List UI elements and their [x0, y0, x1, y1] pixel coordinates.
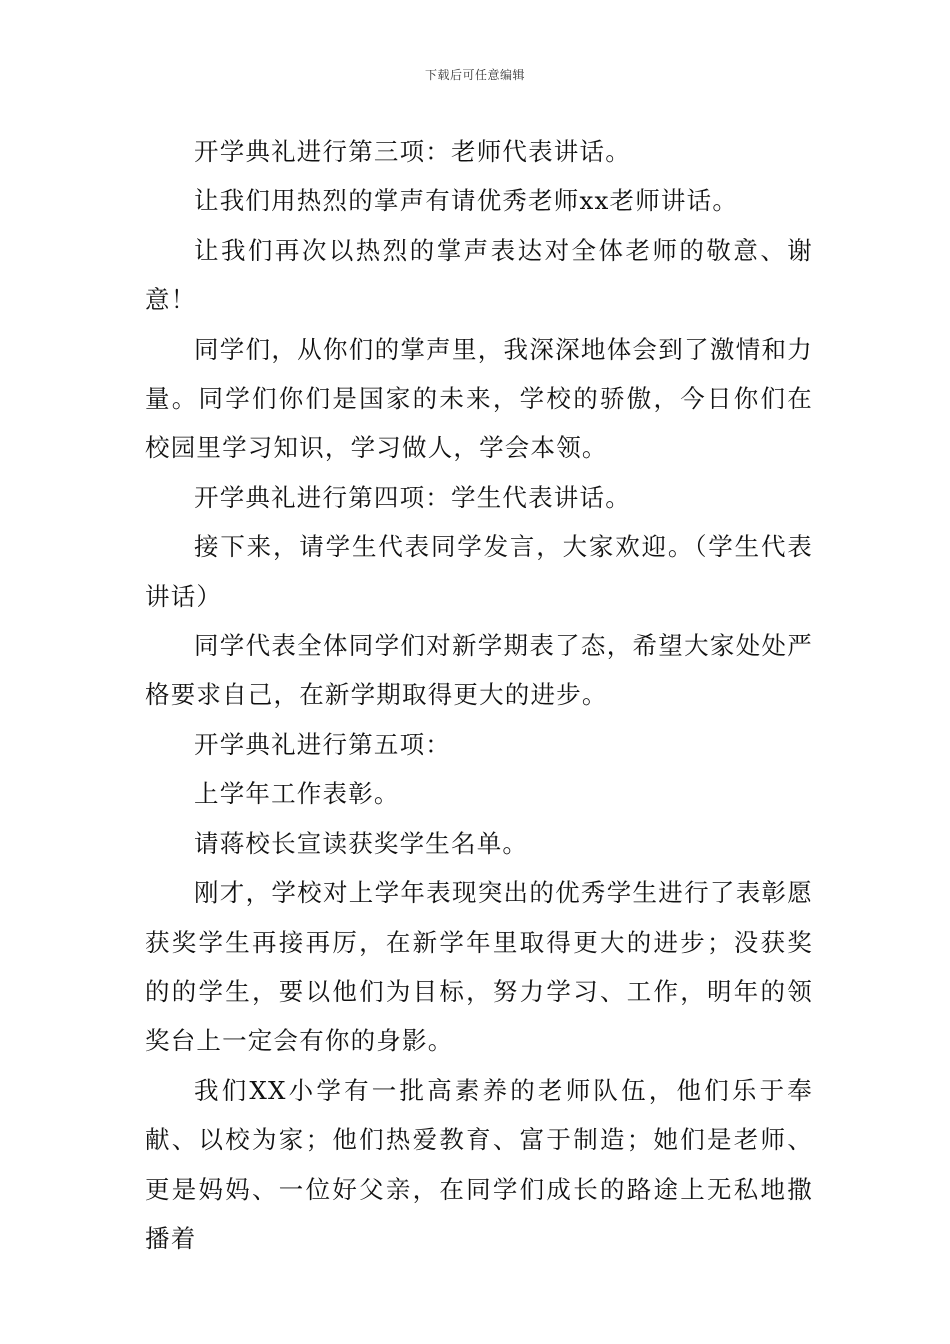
paragraph-12: 我们XX小学有一批高素养的老师队伍，他们乐于奉献、以校为家；他们热爱教育、富于制造；她们是老师、更是妈妈、一位好父亲，在同学们成长的路途上无私地撒播着 [145, 1075, 813, 1253]
paragraph-8: 开学典礼进行第五项： [194, 729, 451, 759]
paragraph-10: 请蒋校长宣读获奖学生名单。 [194, 828, 529, 858]
page-header-note: 下载后可任意编辑 [424, 68, 525, 82]
paragraph-2: 让我们用热烈的掌声有请优秀老师xx老师讲话。 [194, 186, 739, 216]
paragraph-4: 同学们，从你们的掌声里，我深深地体会到了激情和力量。同学们你们是国家的未来，学校的骄傲，今日你们在校园里学习知识，学习做人，学会本领。 [145, 334, 813, 463]
document-body [145, 127, 813, 1263]
paragraph-3: 让我们再次以热烈的掌声表达对全体老师的敬意、谢意！ [145, 235, 813, 315]
paragraph-1: 开学典礼进行第三项：老师代表讲话。 [194, 137, 631, 166]
paragraph-9: 上学年工作表彰。 [194, 779, 400, 809]
paragraph-11: 刚才，学校对上学年表现突出的优秀学生进行了表彰愿获奖学生再接再厉，在新学年里取得更大的进步；没获奖的的学生，要以他们为目标，努力学习、工作，明年的领奖台上一定会有你的身影。 [145, 878, 813, 1056]
paragraph-7: 同学代表全体同学们对新学期表了态，希望大家处处严格要求自己，在新学期取得更大的进步。 [145, 631, 813, 710]
paragraph-6: 接下来，请学生代表同学发言，大家欢迎。（学生代表讲话） [145, 532, 813, 611]
paragraph-5: 开学典礼进行第四项：学生代表讲话。 [194, 482, 631, 512]
